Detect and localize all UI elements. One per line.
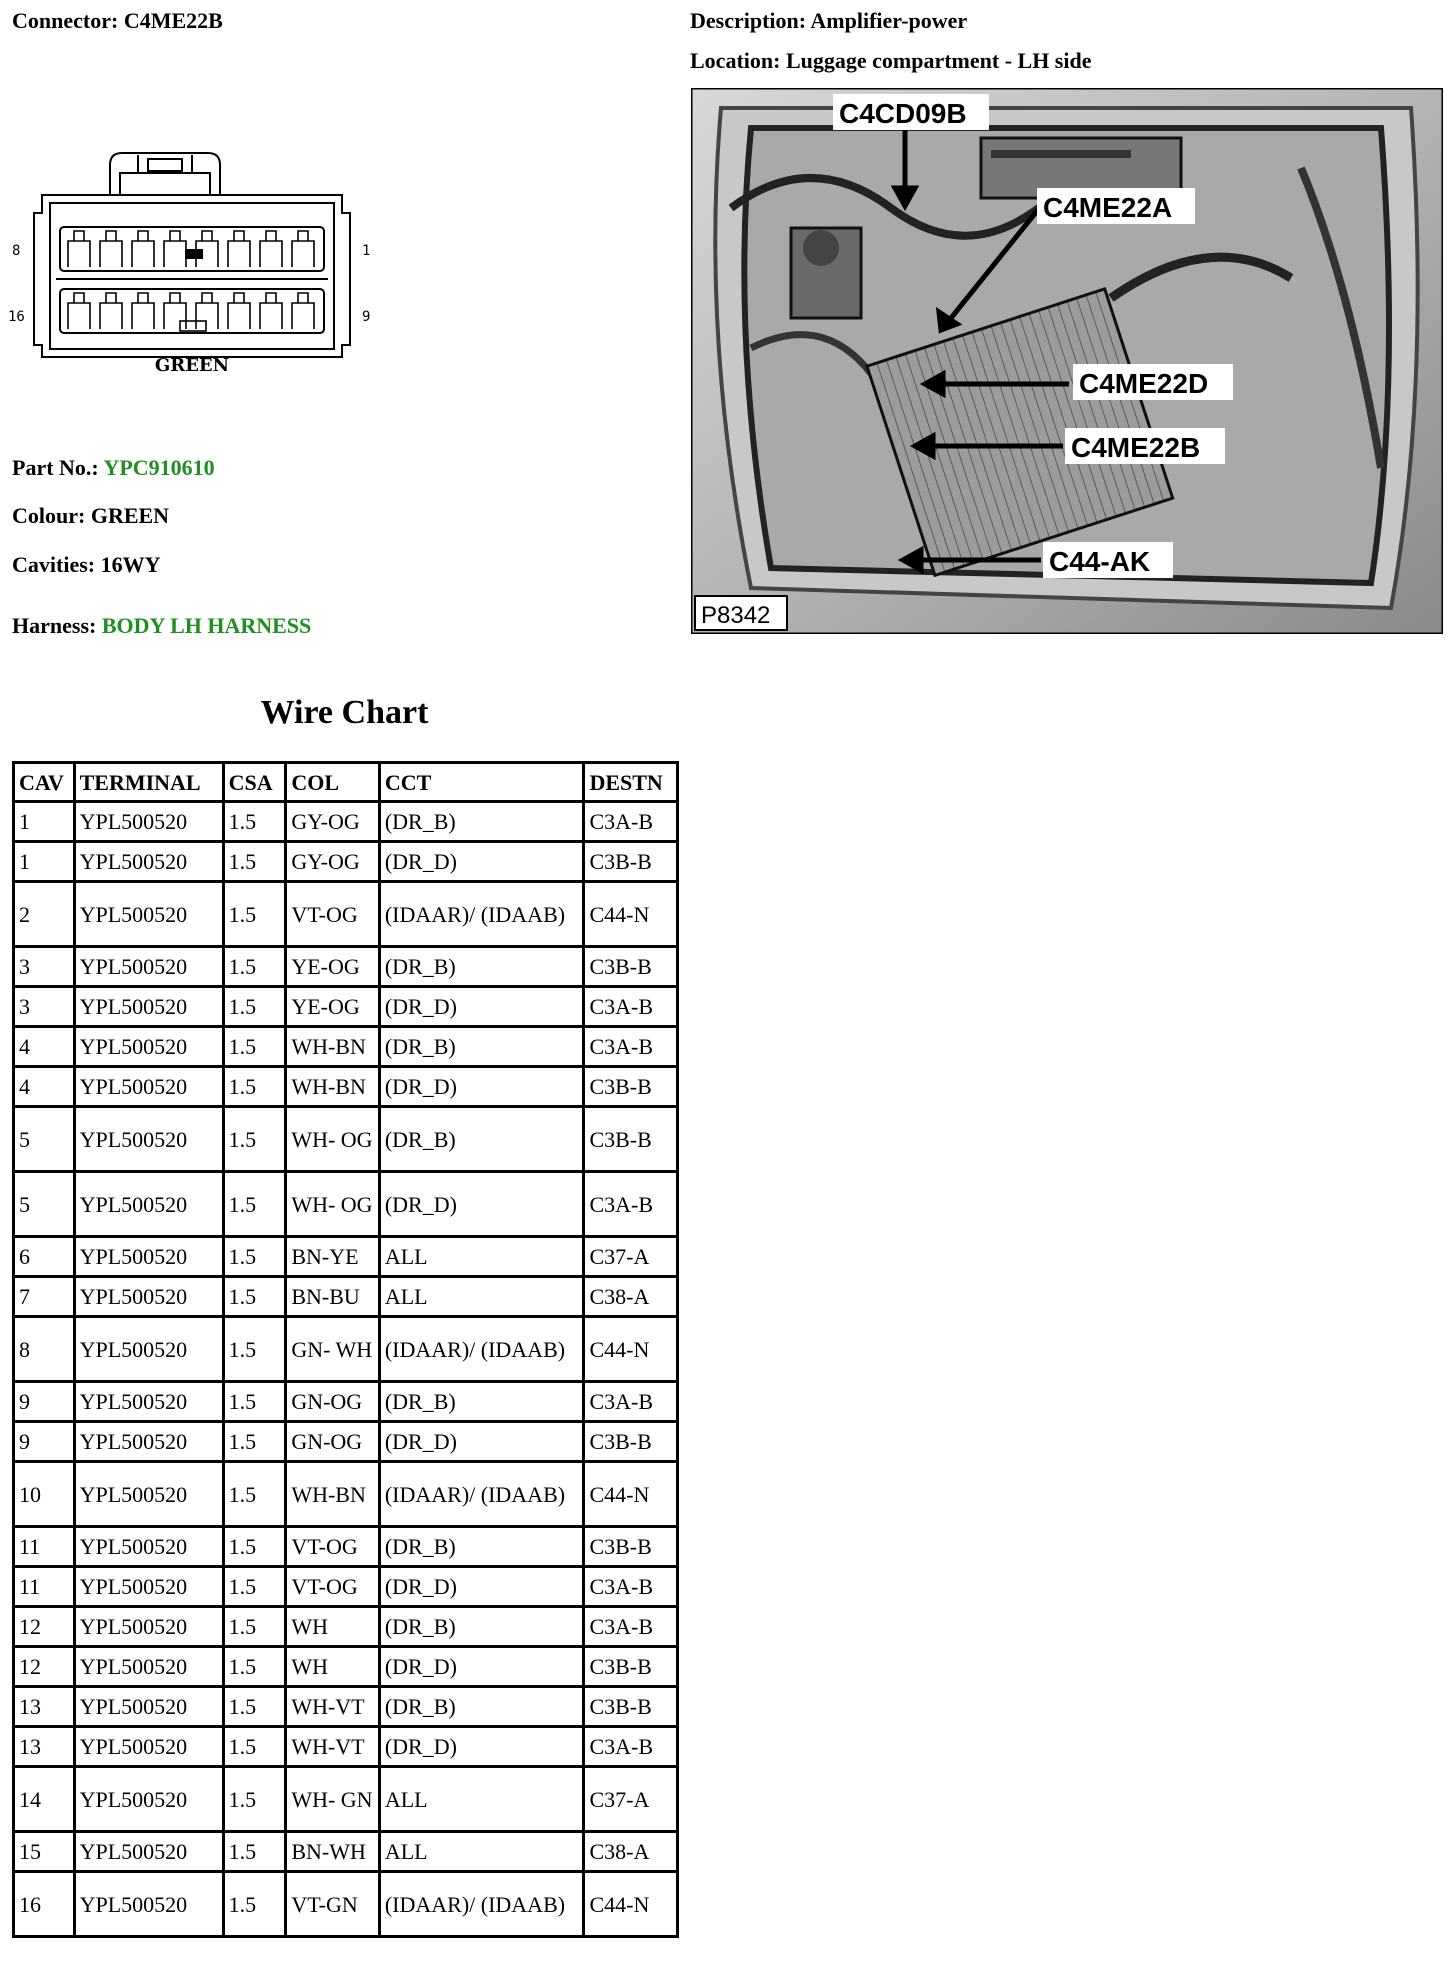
- cell-col: VT-OG: [287, 883, 378, 945]
- cell-cct: (DR_B): [381, 1608, 583, 1645]
- table-row: [15, 1688, 676, 1725]
- cell-col: WH-BN: [287, 1028, 378, 1065]
- cell-cav: 13: [15, 1728, 73, 1765]
- cell-destn: C3B-B: [585, 1648, 676, 1685]
- cell-col: WH- GN: [287, 1768, 378, 1830]
- cell-col: WH: [287, 1648, 378, 1685]
- cell-cct: (DR_B): [381, 1528, 583, 1565]
- cell-terminal: YPL500520: [76, 1568, 222, 1605]
- cell-cav: 9: [15, 1383, 73, 1420]
- part-number-info: [12, 455, 215, 481]
- cell-csa: 1.5: [225, 1238, 285, 1275]
- cell-cav: 1: [15, 843, 73, 880]
- table-row: [15, 1873, 676, 1935]
- cavities-label: Cavities:: [12, 552, 96, 577]
- header-cav: CAV: [15, 764, 73, 800]
- table-row: [15, 1568, 676, 1605]
- harness-info: [12, 613, 311, 639]
- colour-label: Colour:: [12, 503, 86, 528]
- cell-col: VT-OG: [287, 1568, 378, 1605]
- cell-cct: (DR_B): [381, 948, 583, 985]
- cell-cav: 9: [15, 1423, 73, 1460]
- table-row: [15, 1608, 676, 1645]
- cell-destn: C44-N: [585, 1318, 676, 1380]
- cell-cct: (DR_B): [381, 1688, 583, 1725]
- cell-cav: 3: [15, 948, 73, 985]
- cell-cav: 13: [15, 1688, 73, 1725]
- cell-terminal: YPL500520: [76, 1238, 222, 1275]
- cell-cav: 11: [15, 1528, 73, 1565]
- colour-value: GREEN: [90, 503, 170, 528]
- cell-cav: 6: [15, 1238, 73, 1275]
- cell-terminal: YPL500520: [76, 1108, 222, 1170]
- cell-csa: 1.5: [225, 1728, 285, 1765]
- wire-chart-table: [12, 761, 679, 1938]
- cell-col: GN-OG: [287, 1423, 378, 1460]
- connector-colour-label: GREEN: [154, 355, 230, 376]
- cell-cav: 2: [15, 883, 73, 945]
- cell-destn: C3A-B: [585, 1028, 676, 1065]
- cell-cct: (IDAAR)/ (IDAAB): [381, 883, 583, 945]
- cell-cct: (DR_B): [381, 1108, 583, 1170]
- cell-cav: 15: [15, 1833, 73, 1870]
- table-row: [15, 1528, 676, 1565]
- cell-csa: 1.5: [225, 988, 285, 1025]
- cell-cct: ALL: [381, 1833, 583, 1870]
- cell-destn: C37-A: [585, 1768, 676, 1830]
- cell-col: GY-OG: [287, 843, 378, 880]
- cell-csa: 1.5: [225, 843, 285, 880]
- cell-destn: C44-N: [585, 1463, 676, 1525]
- cell-csa: 1.5: [225, 1423, 285, 1460]
- table-row: [15, 1068, 676, 1105]
- cell-csa: 1.5: [225, 948, 285, 985]
- description-info: [690, 8, 967, 34]
- table-row: [15, 883, 676, 945]
- table-row: [15, 988, 676, 1025]
- header-col: COL: [287, 764, 378, 800]
- cell-destn: C3A-B: [585, 988, 676, 1025]
- cell-csa: 1.5: [225, 1873, 285, 1935]
- cavities-info: [12, 552, 160, 578]
- cell-terminal: YPL500520: [76, 1068, 222, 1105]
- cell-col: WH- OG: [287, 1173, 378, 1235]
- cell-terminal: YPL500520: [76, 1688, 222, 1725]
- cell-destn: C38-A: [585, 1278, 676, 1315]
- cell-terminal: YPL500520: [76, 1383, 222, 1420]
- harness-value: BODY LH HARNESS: [101, 613, 312, 638]
- cell-terminal: YPL500520: [76, 803, 222, 840]
- cell-csa: 1.5: [225, 1028, 285, 1065]
- cell-cct: (DR_D): [381, 1423, 583, 1460]
- cell-destn: C3A-B: [585, 1568, 676, 1605]
- cell-destn: C44-N: [585, 1873, 676, 1935]
- cell-cct: (DR_B): [381, 1028, 583, 1065]
- cell-cct: (IDAAR)/ (IDAAB): [381, 1873, 583, 1935]
- description-value: Amplifier-power: [810, 8, 968, 33]
- cell-destn: C3B-B: [585, 1108, 676, 1170]
- cell-cav: 14: [15, 1768, 73, 1830]
- cell-destn: C3B-B: [585, 1423, 676, 1460]
- cell-terminal: YPL500520: [76, 1833, 222, 1870]
- cell-cct: ALL: [381, 1238, 583, 1275]
- wire-chart-title: Wire Chart: [260, 694, 429, 731]
- table-row: [15, 1463, 676, 1525]
- cell-destn: C38-A: [585, 1833, 676, 1870]
- cell-cct: ALL: [381, 1278, 583, 1315]
- part-number-label: Part No.:: [12, 455, 99, 480]
- cell-cav: 3: [15, 988, 73, 1025]
- cell-col: BN-WH: [287, 1833, 378, 1870]
- cell-destn: C37-A: [585, 1238, 676, 1275]
- cell-cct: (DR_D): [381, 1648, 583, 1685]
- cell-col: WH-VT: [287, 1728, 378, 1765]
- cell-csa: 1.5: [225, 1173, 285, 1235]
- cell-csa: 1.5: [225, 1383, 285, 1420]
- cell-csa: 1.5: [225, 1463, 285, 1525]
- cell-destn: C3A-B: [585, 1383, 676, 1420]
- cell-terminal: YPL500520: [76, 1873, 222, 1935]
- cell-cct: (DR_B): [381, 1383, 583, 1420]
- cavities-value: 16WY: [100, 552, 161, 577]
- connector-value: C4ME22B: [123, 8, 223, 33]
- cell-cct: (DR_D): [381, 1568, 583, 1605]
- table-row: [15, 803, 676, 840]
- cell-col: BN-YE: [287, 1238, 378, 1275]
- cell-col: WH-BN: [287, 1463, 378, 1525]
- header-destn: DESTN: [585, 764, 676, 800]
- cell-destn: C3A-B: [585, 803, 676, 840]
- table-row: [15, 1728, 676, 1765]
- cell-terminal: YPL500520: [76, 1648, 222, 1685]
- cell-csa: 1.5: [225, 1608, 285, 1645]
- callout-c4cd09b: C4CD09B: [839, 98, 967, 129]
- cell-terminal: YPL500520: [76, 1318, 222, 1380]
- cell-destn: C3A-B: [585, 1173, 676, 1235]
- table-row: [15, 1173, 676, 1235]
- cell-csa: 1.5: [225, 1648, 285, 1685]
- cell-csa: 1.5: [225, 1108, 285, 1170]
- table-row: [15, 1108, 676, 1170]
- cell-col: GN- WH: [287, 1318, 378, 1380]
- cell-terminal: YPL500520: [76, 1028, 222, 1065]
- cell-cct: (DR_D): [381, 1728, 583, 1765]
- cell-terminal: YPL500520: [76, 1278, 222, 1315]
- callout-c4me22b: C4ME22B: [1071, 432, 1201, 463]
- cell-cct: (IDAAR)/ (IDAAB): [381, 1463, 583, 1525]
- table-row: [15, 1318, 676, 1380]
- cell-csa: 1.5: [225, 1833, 285, 1870]
- cell-cav: 12: [15, 1648, 73, 1685]
- connector-info: [12, 8, 223, 34]
- wire-chart-header-row: [15, 764, 676, 800]
- callout-c4me22a: C4ME22A: [1043, 192, 1173, 223]
- cell-csa: 1.5: [225, 1318, 285, 1380]
- cell-terminal: YPL500520: [76, 883, 222, 945]
- cell-destn: C3B-B: [585, 1068, 676, 1105]
- cell-terminal: YPL500520: [76, 1463, 222, 1525]
- cell-destn: C3B-B: [585, 1688, 676, 1725]
- cell-csa: 1.5: [225, 803, 285, 840]
- table-row: [15, 1238, 676, 1275]
- cell-terminal: YPL500520: [76, 948, 222, 985]
- cell-terminal: YPL500520: [76, 1423, 222, 1460]
- table-row: [15, 1768, 676, 1830]
- cell-col: VT-GN: [287, 1873, 378, 1935]
- cell-destn: C3B-B: [585, 948, 676, 985]
- cell-cav: 10: [15, 1463, 73, 1525]
- table-row: [15, 948, 676, 985]
- location-label: Location:: [690, 48, 781, 73]
- description-label: Description:: [690, 8, 807, 33]
- cell-terminal: YPL500520: [76, 988, 222, 1025]
- cell-cav: 5: [15, 1108, 73, 1170]
- cell-cav: 4: [15, 1028, 73, 1065]
- cell-terminal: YPL500520: [76, 1173, 222, 1235]
- cell-col: WH-BN: [287, 1068, 378, 1105]
- photo-reference: P8342: [701, 602, 771, 629]
- cell-terminal: YPL500520: [76, 1608, 222, 1645]
- cell-col: YE-OG: [287, 948, 378, 985]
- cell-col: WH- OG: [287, 1108, 378, 1170]
- harness-label: Harness:: [12, 613, 97, 638]
- cell-terminal: YPL500520: [76, 1728, 222, 1765]
- cell-terminal: YPL500520: [76, 1528, 222, 1565]
- cell-terminal: YPL500520: [76, 1768, 222, 1830]
- cell-col: VT-OG: [287, 1528, 378, 1565]
- cell-cav: 7: [15, 1278, 73, 1315]
- cell-csa: 1.5: [225, 1068, 285, 1105]
- cell-cct: (DR_D): [381, 1173, 583, 1235]
- location-info: [690, 48, 1091, 74]
- cell-cav: 8: [15, 1318, 73, 1380]
- cell-cav: 12: [15, 1608, 73, 1645]
- cell-csa: 1.5: [225, 1278, 285, 1315]
- cell-csa: 1.5: [225, 1688, 285, 1725]
- cell-csa: 1.5: [225, 1568, 285, 1605]
- table-row: [15, 843, 676, 880]
- cell-cav: 5: [15, 1173, 73, 1235]
- table-row: [15, 1423, 676, 1460]
- header-csa: CSA: [225, 764, 285, 800]
- callout-c44-ak: C44-AK: [1049, 546, 1151, 577]
- location-value: Luggage compartment - LH side: [785, 48, 1092, 73]
- cell-col: WH-VT: [287, 1688, 378, 1725]
- table-row: [15, 1383, 676, 1420]
- cell-col: BN-BU: [287, 1278, 378, 1315]
- cell-cct: (DR_D): [381, 988, 583, 1025]
- pin-16-label: 16: [8, 309, 25, 325]
- cell-terminal: YPL500520: [76, 843, 222, 880]
- cell-col: YE-OG: [287, 988, 378, 1025]
- colour-info: [12, 503, 169, 529]
- cell-cct: (DR_D): [381, 1068, 583, 1105]
- connector-pinout-drawing: [8, 145, 380, 380]
- cell-cav: 11: [15, 1568, 73, 1605]
- cell-cav: 4: [15, 1068, 73, 1105]
- table-row: [15, 1028, 676, 1065]
- table-row: [15, 1278, 676, 1315]
- pin-8-label: 8: [12, 243, 21, 259]
- cell-cct: (DR_D): [381, 843, 583, 880]
- cell-destn: C3A-B: [585, 1728, 676, 1765]
- cell-cct: ALL: [381, 1768, 583, 1830]
- pin-1-label: 1: [362, 243, 371, 259]
- cell-csa: 1.5: [225, 1528, 285, 1565]
- location-photo: [691, 88, 1443, 634]
- cell-cav: 1: [15, 803, 73, 840]
- cell-csa: 1.5: [225, 883, 285, 945]
- cell-destn: C3B-B: [585, 1528, 676, 1565]
- header-cct: CCT: [381, 764, 583, 800]
- cell-destn: C3A-B: [585, 1608, 676, 1645]
- cell-destn: C3B-B: [585, 843, 676, 880]
- cell-col: GN-OG: [287, 1383, 378, 1420]
- cell-cav: 16: [15, 1873, 73, 1935]
- cell-col: WH: [287, 1608, 378, 1645]
- cell-cct: (IDAAR)/ (IDAAB): [381, 1318, 583, 1380]
- part-number-value: YPC910610: [103, 455, 215, 480]
- callout-c4me22d: C4ME22D: [1079, 368, 1209, 399]
- table-row: [15, 1648, 676, 1685]
- connector-label: Connector:: [12, 8, 119, 33]
- pin-9-label: 9: [362, 309, 371, 325]
- table-row: [15, 1833, 676, 1870]
- cell-csa: 1.5: [225, 1768, 285, 1830]
- cell-destn: C44-N: [585, 883, 676, 945]
- cell-col: GY-OG: [287, 803, 378, 840]
- header-terminal: TERMINAL: [76, 764, 222, 800]
- cell-cct: (DR_B): [381, 803, 583, 840]
